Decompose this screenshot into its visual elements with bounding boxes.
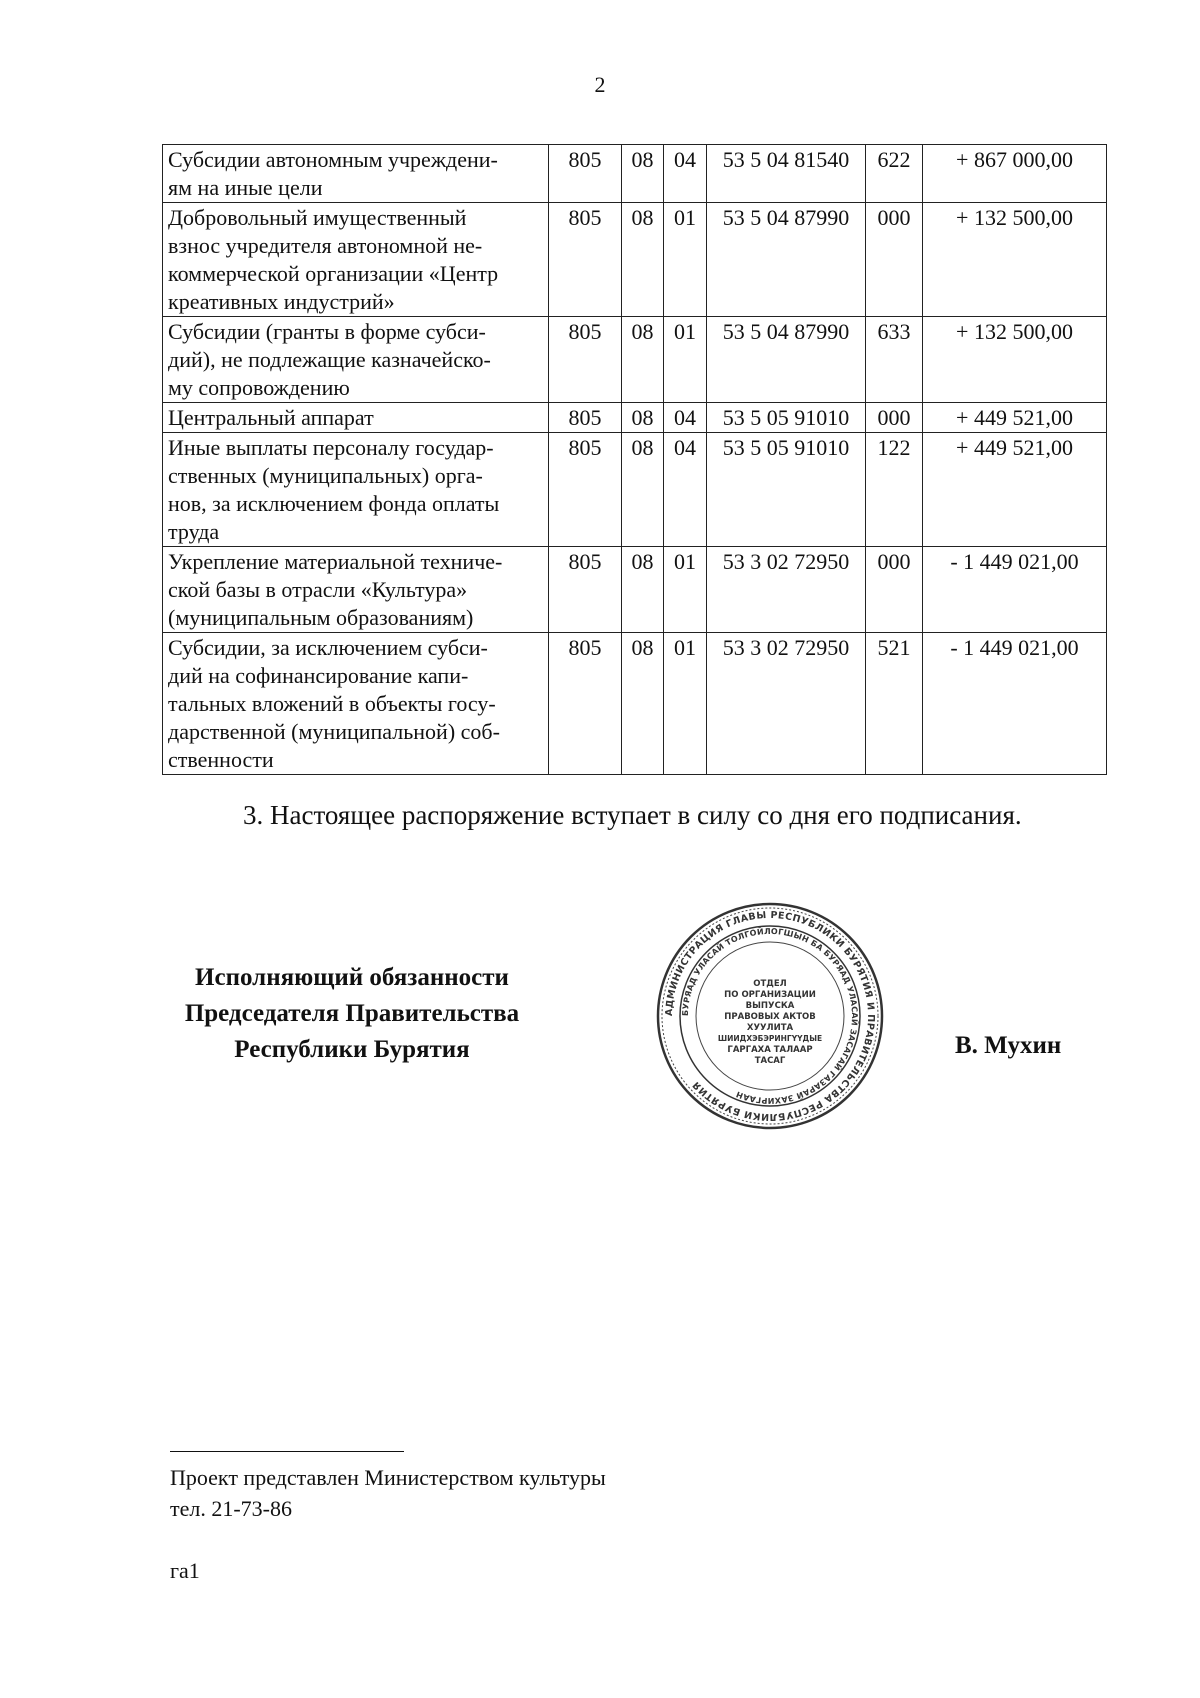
- table-row: [163, 633, 1107, 775]
- seal-inner-ring-text: БУРЯАД УЛАСАЙ ТОЛГОЙЛОГШЫН БА БУРЯАД УЛАСАЙ ЗАСАГАЙ ГАЗАРАЙ ЗАХИРГААН: [680, 926, 860, 1106]
- expense-name-line: труда: [168, 519, 220, 544]
- seal-center-text: ХУУЛИТА: [746, 1023, 794, 1033]
- amount-cell: + 449 521,00: [923, 433, 1107, 547]
- expense-name-line: дий на софинансирование капи-: [168, 663, 469, 688]
- expense-name-line: тальных вложений в объекты госу-: [168, 691, 496, 716]
- expense-name-line: ской базы в отрасли «Культура»: [168, 577, 468, 602]
- table-row: [163, 203, 1107, 317]
- expense-name-line: Центральный аппарат: [168, 405, 374, 430]
- ved-code-cell: 805: [549, 403, 622, 433]
- expense-name-line: Субсидии, за исключением субси-: [168, 635, 488, 660]
- expense-name-line: Субсидии (гранты в форме субси-: [168, 319, 486, 344]
- seal-outer-ring-text: АДМИНИСТРАЦИЯ ГЛАВЫ РЕСПУБЛИКИ БУРЯТИЯ И ПРАВИТЕЛЬСТВА РЕСПУБЛИКИ БУРЯТИЯ: [663, 909, 877, 1123]
- section-code-cell: 08: [622, 547, 664, 633]
- target-article-cell: 53 5 04 87990: [707, 203, 866, 317]
- section-code-cell: 08: [622, 317, 664, 403]
- expense-name-cell: [163, 403, 549, 433]
- expense-name-line: коммерческой организации «Центр: [168, 261, 499, 286]
- target-article-cell: 53 5 04 87990: [707, 317, 866, 403]
- target-article-cell: 53 5 05 91010: [707, 403, 866, 433]
- expense-type-cell: 633: [866, 317, 923, 403]
- expense-type-cell: 000: [866, 403, 923, 433]
- expense-name-line: дий), не подлежащие казначейско-: [168, 347, 491, 372]
- table-row: [163, 403, 1107, 433]
- subsection-code-cell: 01: [664, 203, 707, 317]
- expense-type-cell: 000: [866, 547, 923, 633]
- expense-type-cell: 521: [866, 633, 923, 775]
- target-article-cell: 53 5 05 91010: [707, 433, 866, 547]
- footnote-divider: [170, 1451, 404, 1452]
- target-article-cell: 53 3 02 72950: [707, 633, 866, 775]
- table-row: [163, 433, 1107, 547]
- subsection-code-cell: 04: [664, 403, 707, 433]
- table-row: [163, 547, 1107, 633]
- expense-name-line: ственных (муниципальных) орга-: [168, 463, 483, 488]
- expense-name-cell: [163, 203, 549, 317]
- seal-center-text: ВЫПУСКА: [745, 1001, 795, 1011]
- seal-center-text: ПРАВОВЫХ АКТОВ: [724, 1012, 816, 1022]
- official-seal-stamp: [650, 896, 890, 1136]
- seal-center-text: ОТДЕЛ: [753, 979, 787, 989]
- amount-cell: + 132 500,00: [923, 317, 1107, 403]
- budget-changes-table: [162, 144, 1107, 775]
- ved-code-cell: 805: [549, 633, 622, 775]
- ved-code-cell: 805: [549, 547, 622, 633]
- section-code-cell: 08: [622, 433, 664, 547]
- document-code-mark: га1: [170, 1558, 200, 1583]
- expense-name-cell: [163, 547, 549, 633]
- subsection-code-cell: 01: [664, 547, 707, 633]
- ved-code-cell: 805: [549, 317, 622, 403]
- amount-cell: - 1 449 021,00: [923, 633, 1107, 775]
- target-article-cell: 53 3 02 72950: [707, 547, 866, 633]
- expense-name-line: ям на иные цели: [168, 175, 323, 200]
- amount-cell: + 132 500,00: [923, 203, 1107, 317]
- position-line: Исполняющий обязанности: [195, 964, 509, 991]
- page-number: 2: [594, 72, 606, 97]
- ved-code-cell: 805: [549, 433, 622, 547]
- seal-center-text: ГАРГАХА ТАЛААР: [727, 1045, 813, 1055]
- table-row: [163, 317, 1107, 403]
- target-article-cell: 53 5 04 81540: [707, 145, 866, 203]
- expense-name-line: Иные выплаты персоналу государ-: [168, 435, 494, 460]
- section-code-cell: 08: [622, 203, 664, 317]
- seal-center-text: ПО ОРГАНИЗАЦИИ: [724, 990, 816, 1000]
- expense-name-cell: [163, 145, 549, 203]
- subsection-code-cell: 01: [664, 317, 707, 403]
- expense-name-cell: [163, 433, 549, 547]
- expense-name-line: ственности: [168, 747, 274, 772]
- footnote-submitted-by: Проект представлен Министерством культуры: [170, 1465, 606, 1490]
- expense-name-line: Укрепление материальной техниче-: [168, 549, 503, 574]
- subsection-code-cell: 01: [664, 633, 707, 775]
- amount-cell: + 867 000,00: [923, 145, 1107, 203]
- expense-name-line: взнос учредителя автономной не-: [168, 233, 483, 258]
- expense-type-cell: 000: [866, 203, 923, 317]
- expense-name-line: Добровольный имущественный: [168, 205, 467, 230]
- amount-cell: - 1 449 021,00: [923, 547, 1107, 633]
- amount-cell: + 449 521,00: [923, 403, 1107, 433]
- seal-center-text: ТАСАГ: [754, 1056, 786, 1066]
- section-code-cell: 08: [622, 403, 664, 433]
- signatory-name: В. Мухин: [955, 1032, 1062, 1059]
- expense-name-line: нов, за исключением фонда оплаты: [168, 491, 500, 516]
- expense-type-cell: 122: [866, 433, 923, 547]
- subsection-code-cell: 04: [664, 433, 707, 547]
- ved-code-cell: 805: [549, 203, 622, 317]
- clause-3-effective-date: 3. Настоящее распоряжение вступает в силу со дня его подписания.: [243, 800, 1022, 830]
- position-line: Республики Бурятия: [234, 1036, 470, 1063]
- subsection-code-cell: 04: [664, 145, 707, 203]
- footnote-phone: тел. 21-73-86: [170, 1496, 293, 1521]
- table-row: [163, 145, 1107, 203]
- section-code-cell: 08: [622, 633, 664, 775]
- expense-name-line: му сопровождению: [168, 375, 350, 400]
- expense-name-line: креативных индустрий»: [168, 289, 395, 314]
- signatory-position: [152, 960, 552, 1068]
- ved-code-cell: 805: [549, 145, 622, 203]
- expense-name-cell: [163, 317, 549, 403]
- expense-name-line: Субсидии автономным учреждени-: [168, 147, 498, 172]
- expense-name-line: (муниципальным образованиям): [168, 605, 474, 630]
- expense-type-cell: 622: [866, 145, 923, 203]
- expense-name-line: дарственной (муниципальной) соб-: [168, 719, 500, 744]
- footnote: [170, 1462, 606, 1524]
- seal-center-text: ШИИДХЭБЭРИНГҮҮДЫЕ: [717, 1034, 823, 1043]
- position-line: Председателя Правительства: [184, 1000, 520, 1027]
- expense-name-cell: [163, 633, 549, 775]
- section-code-cell: 08: [622, 145, 664, 203]
